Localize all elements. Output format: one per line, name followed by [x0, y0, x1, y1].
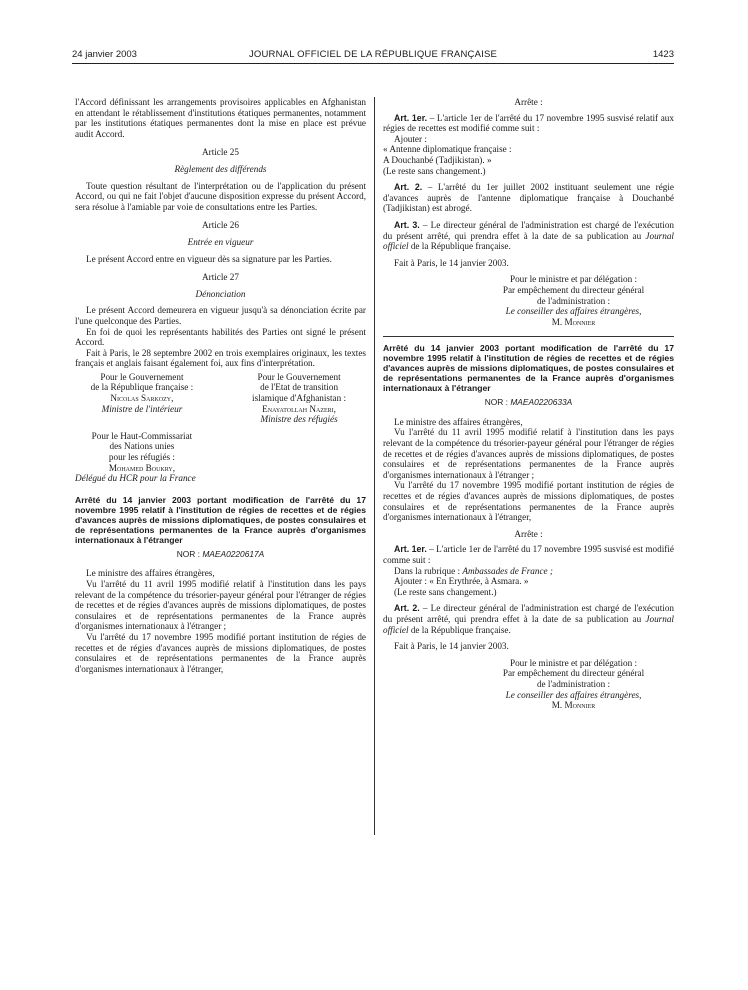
signature-line: pour les réfugiés :: [108, 452, 175, 463]
article-label: Art. 3.: [394, 219, 420, 230]
signatures-block: [75, 372, 366, 425]
signature-line: islamique d'Afghanistan :: [252, 393, 347, 404]
signature-line: Par empêchement du directeur général: [502, 668, 645, 679]
article-25-text: Toute question résultant de l'interprétation ou de l'application du présent Accord, ou qui ne fait l'objet d'aucune disposition expresse du présent Accord, sera résolue à l'amiable par voie de consultations entre les Parties.: [75, 180, 366, 212]
header-date: 24 janvier 2003: [72, 49, 137, 60]
nor-label: NOR :: [484, 397, 508, 408]
decree-title: Arrêté du 14 janvier 2003 portant modification de l'arrêté du 17 novembre 1995 relatif à l'institution de régies de recettes et de régies d'avances auprès de missions diplomatiques, de postes consulaires et de représentations permanentes de la France auprès d'organismes internationaux à l'étranger: [75, 494, 366, 545]
signatory-name: M. Monnier: [551, 700, 596, 711]
ajouter-line: Ajouter : « En Erythrée, à Asmara. »: [394, 576, 529, 587]
arrete-heading: Arrête :: [514, 97, 543, 107]
signature-line: de l'administration :: [536, 295, 611, 306]
section-separator: [383, 336, 674, 337]
signatory-name: Nicolas Sarkozy,: [110, 393, 174, 404]
signature-line: des Nations unies: [109, 441, 175, 452]
article-text: – L'article 1er de l'arrêté du 17 novembre 1995 susvisé est modifié comme suit :: [383, 544, 674, 565]
header-page-number: 1423: [652, 49, 674, 60]
article-25-title: Article 25: [202, 147, 239, 158]
article-1-paragraph: [383, 544, 674, 565]
article-26-subtitle: Entrée en vigueur: [187, 236, 254, 247]
signature-line: de l'administration :: [536, 678, 611, 689]
signature-line: Pour le Gouvernement: [257, 371, 341, 382]
left-column: [75, 97, 366, 674]
article-text: – L'article 1er de l'arrêté du 17 novembre 1995 susvisé relatif aux régies de recettes est modifié comme suit :: [383, 112, 674, 134]
article-text: de la République française.: [408, 624, 511, 635]
quote-line: « Antenne diplomatique française :: [383, 144, 512, 155]
article-label: Art. 1er.: [394, 112, 428, 123]
article-2-paragraph: [383, 603, 674, 635]
column-divider: [374, 97, 375, 835]
fait-line: Fait à Paris, le 14 janvier 2003.: [394, 257, 509, 268]
signature-line: Par empêchement du directeur général: [502, 284, 645, 295]
article-text: – Le directeur général de l'administration est chargé de l'exécution du présent arrêté, qui prendra effet à la date de sa publication au: [383, 219, 675, 241]
vu-paragraph: Vu l'arrêté du 17 novembre 1995 modifié portant institution de régies de recettes et de régies d'avances auprès de missions diplomatiques, de postes consulaires et de représentations permanentes de la France auprès d'organismes internationaux à l'étranger,: [75, 631, 366, 674]
article-27-title: Article 27: [202, 272, 239, 283]
unchanged-note: (Le reste sans changement.): [394, 586, 497, 597]
arrete-heading: Arrête :: [514, 528, 543, 539]
intro-paragraph: l'Accord définissant les arrangements provisoires applicables en Afghanistan en attendant le rétablissement d'institutions étatiques permanentes, notamment par les institutions étatiques permanentes dont la mise en place est prévue audit Accord.: [75, 97, 366, 139]
journal-name: Journal officiel: [383, 613, 674, 635]
vu-paragraph: Vu l'arrêté du 11 avril 1995 modifié relatif à l'institution dans les pays relevant de la compétence du trésorier-payeur général pour l'étranger de régies de recettes et de régies d'avances auprès de missions diplomatiques, de postes consulaires et de représentations permanentes de la France auprès d'organismes internationaux à l'étranger ;: [75, 579, 366, 632]
minister-line: Le ministre des affaires étrangères,: [394, 416, 523, 427]
signatory-name: Mohamed Boukry,: [108, 462, 176, 473]
article-text: de la République française.: [408, 241, 511, 252]
article-26-title: Article 26: [202, 220, 239, 231]
rubrique-value: Ambassades de France ;: [462, 565, 553, 576]
nor-value: MAEA0220633A: [510, 397, 573, 408]
signature-line: Le conseiller des affaires étrangères,: [505, 689, 642, 700]
minister-line: Le ministre des affaires étrangères,: [86, 568, 215, 579]
article-2-paragraph: [383, 182, 674, 214]
rubrique-label: Dans la rubrique :: [394, 565, 463, 576]
signature-line: de l'Etat de transition: [260, 382, 339, 393]
signature-line: Pour le ministre et par délégation :: [509, 274, 638, 285]
article-label: Art. 1er.: [394, 544, 427, 555]
article-3-paragraph: [383, 220, 674, 252]
vu-paragraph: Vu l'arrêté du 17 novembre 1995 modifié portant institution de régies de recettes et de régies d'avances auprès de missions diplomatiques, de postes consulaires et de représentations permanentes de la France auprès d'organismes internationaux à l'étranger,: [383, 480, 674, 523]
fait-line: Fait à Paris, le 14 janvier 2003.: [394, 641, 509, 652]
vu-paragraph: Vu l'arrêté du 11 avril 1995 modifié relatif à l'institution dans les pays relevant de la compétence du trésorier-payeur général pour l'étranger de régies de recettes et de régies d'avances auprès de missions diplomatiques, de postes consulaires et de représentations permanentes de la France auprès d'organismes internationaux à l'étranger ;: [383, 427, 674, 480]
nor-label: NOR :: [176, 548, 200, 559]
quote-line: A Douchanbé (Tadjikistan). »: [383, 154, 492, 165]
page-header: [72, 49, 674, 63]
signature-line: de la République française :: [90, 382, 194, 393]
signatory-name: M. Monnier: [551, 316, 596, 327]
header-rule: [72, 63, 674, 64]
ajouter-line: Ajouter :: [394, 133, 427, 144]
article-1-paragraph: [383, 113, 674, 134]
nor-reference: [383, 397, 674, 408]
signature-line: Le conseiller des affaires étrangères,: [505, 306, 642, 317]
article-label: Art. 2.: [394, 603, 420, 614]
decree-title: Arrêté du 14 janvier 2003 portant modification de l'arrêté du 17 novembre 1995 relatif à l'institution de régies de recettes et de régies d'avances auprès de missions diplomatiques, de postes consulaires et de représentations permanentes de la France auprès d'organismes internationaux à l'étranger: [383, 343, 674, 394]
signature-line: Pour le Gouvernement: [100, 371, 184, 382]
nor-reference: [75, 549, 366, 560]
rubrique-line: [383, 566, 674, 577]
article-27-text: Le présent Accord demeurera en vigueur jusqu'à sa dénonciation écrite par l'une quelconque des Parties.: [75, 305, 366, 326]
signatory-role: Délégué du HCR pour la France: [75, 473, 196, 484]
article-27-subtitle: Dénonciation: [195, 288, 246, 299]
signature-line: Pour le ministre et par délégation :: [509, 657, 638, 668]
header-journal-title: JOURNAL OFFICIEL DE LA RÉPUBLIQUE FRANÇAISE: [248, 49, 498, 60]
signature-france: [75, 372, 209, 425]
foi-paragraph: En foi de quoi les représentants habilités des Parties ont signé le présent Accord.: [75, 326, 366, 348]
article-label: Art. 2.: [394, 182, 423, 193]
signatory-role: Ministre de l'intérieur: [101, 403, 183, 414]
article-26-text: Le présent Accord entre en vigueur dès sa signature par les Parties.: [86, 253, 332, 264]
nor-value: MAEA0220617A: [202, 548, 265, 559]
signature-line: Pour le Haut-Commissariat: [91, 430, 193, 441]
journal-name: Journal officiel: [383, 230, 674, 252]
right-column: [383, 97, 674, 711]
signature-hcr: [75, 431, 209, 473]
article-text: – L'arrêté du 1er juillet 2002 instituant seulement une régie d'avances auprès de l'antenne diplomatique française à Douchanbé (Tadjikistan) est abrogé.: [383, 182, 674, 214]
article-text: – Le directeur général de l'administration est chargé de l'exécution du présent arrêté, qui prendra effet à la date de sa publication au: [383, 603, 675, 624]
signatory-role: Ministre des réfugiés: [260, 414, 338, 425]
article-25-subtitle: Règlement des différends: [174, 163, 267, 174]
unchanged-note: (Le reste sans changement.): [383, 165, 486, 176]
signature-afghanistan: [232, 372, 366, 425]
fait-paragraph: Fait à Paris, le 28 septembre 2002 en trois exemplaires originaux, les textes français et anglais faisant également foi, aux fins d'interprétation.: [75, 347, 366, 369]
signature-block-2: [383, 658, 674, 711]
signature-block-1: [383, 274, 674, 327]
signatory-name: Enayatollah Nazeri,: [262, 403, 336, 414]
